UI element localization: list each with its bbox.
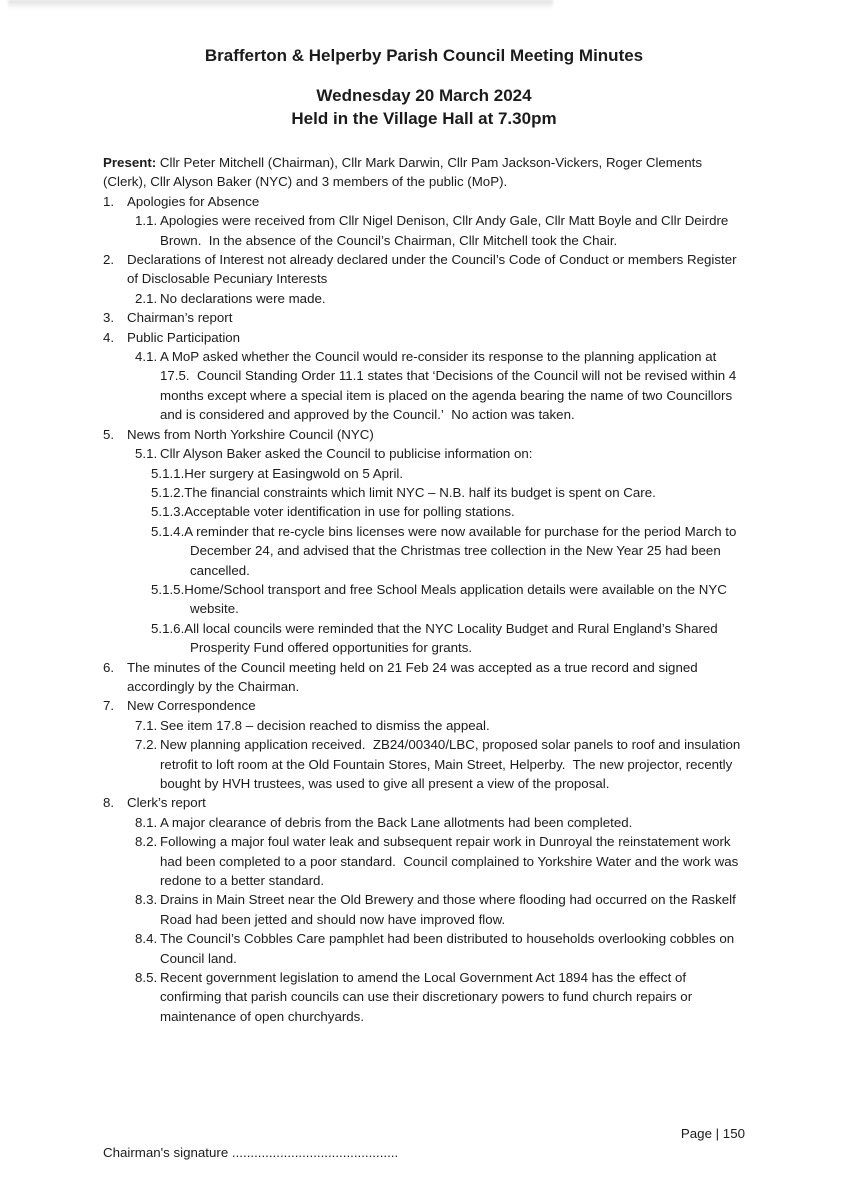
minutes-item	[103, 483, 745, 502]
minutes-item	[103, 502, 745, 521]
meeting-date: Wednesday 20 March 2024	[316, 86, 532, 105]
item-text: No declarations were made.	[160, 290, 326, 306]
item-number: 4.1.	[135, 349, 158, 365]
minutes-item	[103, 444, 745, 463]
item-number: 4.	[103, 329, 115, 345]
item-number: 2.	[103, 252, 115, 268]
item-number: 3.	[103, 310, 115, 326]
item-text: Apologies were received from Cllr Nigel Denison, Cllr Andy Gale, Cllr Matt Boyle and Cllr Deirdre Brown. In the absence of the Council’s Chairman, Cllr Mitchell took the Chair.	[160, 213, 729, 248]
item-number: 5.	[103, 426, 115, 442]
item-text: All local councils were reminded that the NYC Locality Budget and Rural England’s Shared Prosperity Fund offered opportunities for grants.	[184, 620, 718, 656]
item-number: 5.1.1.	[151, 465, 185, 481]
item-text: Following a major foul water leak and subsequent repair work in Dunroyal the reinstatement work had been completed to a poor standard. Council complained to Yorkshire Water and the work was redone to a better standard.	[160, 834, 739, 889]
item-text: Drains in Main Street near the Old Brewery and those where flooding had occurred on the Raskelf Road had been jetted and should now have improved flow.	[160, 892, 736, 927]
item-number: 7.	[103, 698, 115, 714]
minutes-item	[103, 929, 745, 968]
item-text: Her surgery at Easingwold on 5 April.	[184, 465, 404, 481]
item-text: Recent government legislation to amend the Local Government Act 1894 has the effect of confirming that parish councils can use their discretionary powers to fund church repairs or maintenance of open churchyards.	[160, 970, 693, 1024]
item-text: New planning application received. ZB24/00340/LBC, proposed solar panels to roof and insulation retrofit to loft room at the Old Fountain Stores, Main Street, Helperby. The new projector, recently bought by HVH trustees, was used to give all present a view of the proposal.	[160, 737, 741, 791]
meeting-venue: Held in the Village Hall at 7.30pm	[291, 109, 557, 128]
minutes-item	[103, 211, 745, 250]
item-number: 8.3.	[135, 892, 158, 908]
item-text: Acceptable voter identification in use for polling stations.	[184, 504, 515, 520]
minutes-item	[103, 735, 745, 793]
item-number: 7.1.	[135, 717, 158, 733]
item-number: 8.1.	[135, 814, 158, 830]
item-number: 5.1.6.	[151, 620, 185, 636]
item-number: 5.1.3.	[151, 504, 185, 520]
minutes-item	[103, 425, 745, 444]
item-number: 8.4.	[135, 931, 158, 947]
item-text: Home/School transport and free School Meals application details were available on the NYC website.	[184, 581, 727, 617]
minutes-item	[103, 464, 745, 483]
item-text: Apologies for Absence	[127, 193, 260, 209]
minutes-item	[103, 347, 745, 425]
meeting-subhead	[103, 84, 745, 130]
minutes-item	[103, 696, 745, 715]
item-text: The Council’s Cobbles Care pamphlet had been distributed to households overlooking cobbles on Council land.	[160, 931, 735, 966]
item-text: A reminder that re-cycle bins licenses were now available for purchase for the period March to December 24, and advised that the Christmas tree collection in the New Year 25 had been cancelled.	[184, 523, 737, 578]
page-number: Page | 150	[680, 1126, 745, 1141]
present-label: Present:	[103, 155, 157, 170]
minutes-item	[103, 192, 745, 211]
item-text: Cllr Alyson Baker asked the Council to publicise information on:	[160, 446, 533, 462]
minutes-item	[103, 250, 745, 289]
item-text: New Correspondence	[127, 698, 256, 714]
item-text: The minutes of the Council meeting held on 21 Feb 24 was accepted as a true record and signed accordingly by the Chairman.	[127, 659, 698, 694]
minutes-item	[103, 968, 745, 1026]
item-text: The financial constraints which limit NYC – N.B. half its budget is spent on Care.	[184, 484, 656, 500]
item-number: 2.1.	[135, 290, 158, 306]
item-text: Chairman’s report	[127, 310, 233, 326]
present-paragraph	[103, 153, 745, 192]
item-text: News from North Yorkshire Council (NYC)	[127, 426, 374, 442]
minutes-item	[103, 813, 745, 832]
present-text: Cllr Peter Mitchell (Chairman), Cllr Mark Darwin, Cllr Pam Jackson-Vickers, Roger Clements (Clerk), Cllr Alyson Baker (NYC) and 3 members of the public (MoP).	[103, 155, 703, 190]
minutes-item	[103, 289, 745, 308]
minutes-item	[103, 308, 745, 327]
minutes-item	[103, 716, 745, 735]
item-number: 5.1.5.	[151, 581, 185, 597]
minutes-item	[103, 832, 745, 890]
item-text: A major clearance of debris from the Back Lane allotments had been completed.	[160, 814, 633, 830]
item-text: Declarations of Interest not already declared under the Council’s Code of Conduct or members Register of Disclosable Pecuniary Interests	[127, 252, 737, 287]
minutes-item	[103, 890, 745, 929]
minutes-item	[103, 522, 745, 580]
item-number: 8.	[103, 795, 115, 811]
signature-line: Chairman's signature .............................................	[103, 1145, 399, 1160]
item-number: 1.	[103, 193, 115, 209]
minutes-item	[103, 619, 745, 658]
item-number: 5.1.2.	[151, 484, 185, 500]
minutes-item	[103, 658, 745, 697]
item-text: A MoP asked whether the Council would re-consider its response to the planning application at 17.5. Council Standing Order 11.1 states that ‘Decisions of the Council will not be revised within 4 months except where a special item is placed on the agenda bearing the name of two Councillors and is considered and approved by the Council.’ No action was taken.	[160, 349, 737, 423]
item-number: 8.2.	[135, 834, 158, 850]
item-text: Public Participation	[127, 329, 241, 345]
document-content	[103, 0, 745, 1026]
item-number: 1.1.	[135, 213, 158, 229]
minutes-item	[103, 328, 745, 347]
minutes-item	[103, 793, 745, 812]
item-number: 6.	[103, 659, 115, 675]
item-number: 8.5.	[135, 970, 158, 986]
item-number: 5.1.	[135, 446, 158, 462]
item-number: 7.2.	[135, 737, 158, 753]
minutes-item	[103, 580, 745, 619]
item-number: 5.1.4.	[151, 523, 185, 539]
item-text: See item 17.8 – decision reached to dismiss the appeal.	[160, 717, 490, 733]
minutes-list	[103, 192, 745, 1026]
page-title: Brafferton & Helperby Parish Council Meeting Minutes	[204, 46, 644, 65]
item-text: Clerk’s report	[127, 795, 206, 811]
